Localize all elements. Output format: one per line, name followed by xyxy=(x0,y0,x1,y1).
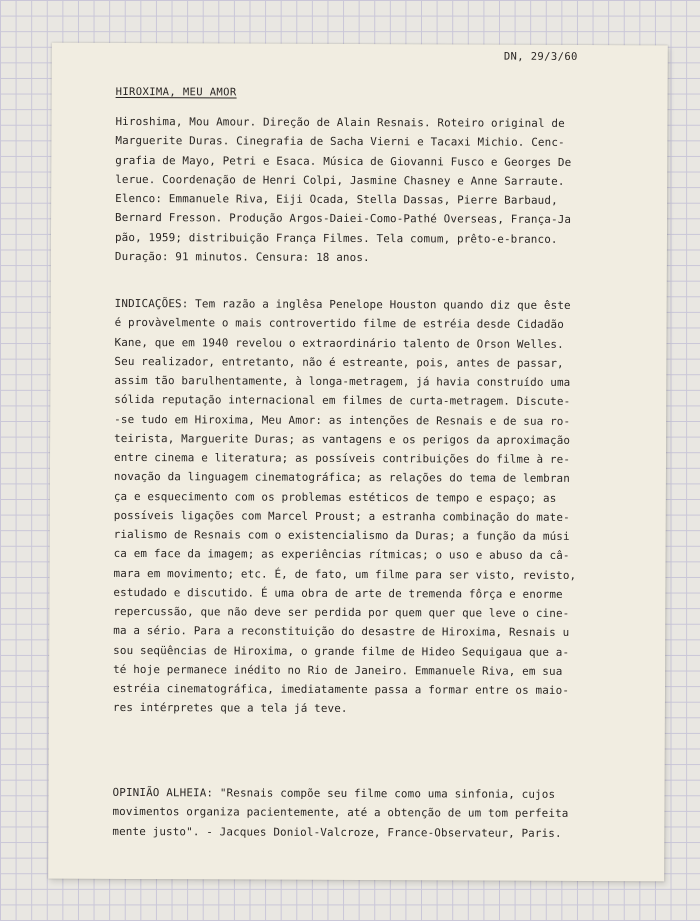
text-line: sou seqüências de Hiroxima, o grande filme de Hideo Sequigaua que a- xyxy=(113,643,570,659)
text-line: Hiroshima, Mou Amour. Direção de Alain Resnais. Roteiro original de xyxy=(115,114,565,130)
text-line: Marguerite Duras. Cinegrafia de Sacha Vierni e Tacaxi Michio. Cenc- xyxy=(115,134,565,150)
paragraph-credits xyxy=(115,112,656,268)
text-line: estudado e discutido. É uma obra de arte de tremenda fôrça e enorme xyxy=(113,585,563,601)
text-line: lerue. Coordenação de Henri Colpi, Jasmine Chasney e Anne Sarraute. xyxy=(115,172,565,188)
text-line: -se tudo em Hiroxima, Meu Amor: as intenções de Resnais e de sua ro- xyxy=(114,412,571,428)
text-line: repercussão, que não deve ser perdida por quem quer que leve o cine- xyxy=(113,604,570,620)
text-line: Bernard Fresson. Produção Argos-Daiei-Como-Pathé Overseas, França-Ja xyxy=(115,211,572,227)
text-line: assim tão barulhentamente, à longa-metragem, já havia construído uma xyxy=(114,373,571,389)
text-line: rialismo de Resnais com o existencialismo da Duras; a função da músi xyxy=(113,527,570,543)
text-line: novação da linguagem cinematográfica; as relações do tema de lembran xyxy=(113,470,571,486)
paragraph-indicacoes xyxy=(113,294,655,720)
page-content xyxy=(112,43,644,840)
text-line: Elenco: Emmanuele Riva, Eiji Ocada, Stella Dassas, Pierre Barbaud, xyxy=(115,191,558,207)
document-date: DN, 29/3/60 xyxy=(503,50,578,63)
document-page xyxy=(48,43,668,882)
text-line: grafia de Mayo, Petri e Esaca. Música de Giovanni Fusco e Georges De xyxy=(115,153,572,169)
text-line: teirista, Marguerite Duras; as vantagens e os perigos da aproximação xyxy=(114,431,571,447)
text-line: mente justo". - Jacques Doniol-Valcroze, France-Observateur, Paris. xyxy=(112,824,562,840)
text-line: movimentos organiza pacientemente, até a obtenção de um tom perfeita xyxy=(112,805,569,821)
text-line: INDICAÇÕES: Tem razão a inglêsa Penelope Houston quando diz que êste xyxy=(114,296,571,312)
document-title: HIROXIMA, MEU AMOR xyxy=(115,85,237,99)
text-line: entre cinema e literatura; as possíveis contribuições do filme à re- xyxy=(113,450,571,466)
text-line: Kane, que em 1940 revelou o extraordinário talento de Orson Welles. xyxy=(114,335,564,351)
text-line: é provàvelmente o mais controvertido filme de estréia desde Cidadão xyxy=(114,316,564,332)
text-line: ça e esquecimento com os problemas estéticos de tempo e espaço; as xyxy=(113,489,557,505)
text-line: pão, 1959; distribuição França Filmes. Tela comum, prêto-e-branco. xyxy=(114,230,558,246)
paragraph-opiniao xyxy=(112,783,652,843)
text-line: OPINIÃO ALHEIA: "Resnais compõe seu filme como uma sinfonia, cujos xyxy=(112,785,556,801)
text-line: ca em face da imagem; as experiências rítmicas; o uso e abuso da câ- xyxy=(113,547,570,563)
text-line: mara em movimento; etc. É, de fato, um filme para ser visto, revisto, xyxy=(113,566,577,582)
text-line: possíveis ligações com Marcel Proust; a estranha combinação do mate- xyxy=(113,508,570,524)
text-line: sólida reputação internacional em filmes de curta-metragem. Discute- xyxy=(114,393,571,409)
text-line: res intérpretes que a tela já teve. xyxy=(112,701,348,716)
text-line: té hoje permanece inédito no Rio de Janeiro. Emmanuele Riva, em sua xyxy=(113,662,563,678)
text-line: ma a sério. Para a reconstituição do desastre de Hiroxima, Resnais u xyxy=(113,624,570,640)
text-line: estréia cinematográfica, imediatamente passa a formar entre os maio- xyxy=(112,681,570,697)
text-line: Duração: 91 minutos. Censura: 18 anos. xyxy=(114,249,370,264)
text-line: Seu realizador, entretanto, não é estreante, pois, antes de passar, xyxy=(114,354,564,370)
